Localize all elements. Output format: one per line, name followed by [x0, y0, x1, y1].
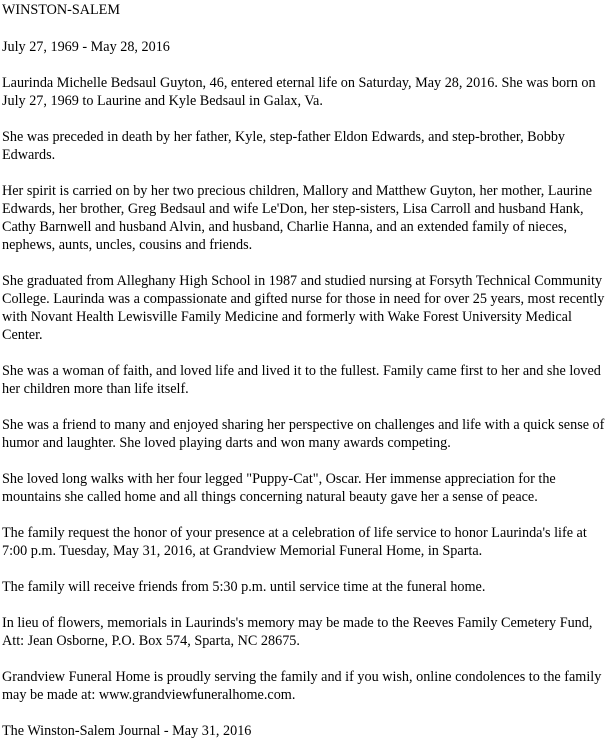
paragraph-education: She graduated from Alleghany High School in 1987 and studied nursing at Forsyth Technical Community College. Laurinda was a compassionate and gifted nurse for those in need for over 25 years, most recently with Novant Health Lewisville Family Medicine and formerly with Wake Forest University Medical Center. [2, 273, 605, 343]
paragraph-friend: She was a friend to many and enjoyed sharing her perspective on challenges and life with a quick sense of humor and laughter. She loved playing darts and won many awards competing. [2, 417, 605, 451]
paragraph-walks: She loved long walks with her four legged "Puppy-Cat", Oscar. Her immense appreciation for the mountains she called home and all things concerning natural beauty gave her a sense of peace. [2, 471, 556, 505]
paragraph-memorials: In lieu of flowers, memorials in Laurinds's memory may be made to the Reeves Family Cemetery Fund, Att: Jean Osborne, P.O. Box 574, Sparta, NC 28675. [2, 615, 593, 649]
paragraph-condolences: Grandview Funeral Home is proudly serving the family and if you wish, online condolences to the family may be made at: www.grandviewfuneralhome.com. [2, 669, 602, 703]
life-dates: July 27, 1969 - May 28, 2016 [2, 39, 170, 55]
paragraph-survivors: Her spirit is carried on by her two precious children, Mallory and Matthew Guyton, her mother, Laurine Edwards, her brother, Greg Bedsaul and wife Le'Don, her step-sisters, Lisa Carroll and husband Hank, Cathy Barnwell and husband Alvin, and husband, Charlie Hanna, and an extended family of nieces, nephews, aunts, uncles, cousins and friends. [2, 183, 593, 253]
paragraph-visitation: The family will receive friends from 5:30 p.m. until service time at the funeral home. [2, 579, 486, 595]
paragraph-intro: Laurinda Michelle Bedsaul Guyton, 46, entered eternal life on Saturday, May 28, 2016. She was born on July 27, 1969 to Laurine and Kyle Bedsaul in Galax, Va. [2, 75, 596, 109]
source-line: The Winston-Salem Journal - May 31, 2016 [2, 723, 252, 739]
paragraph-service: The family request the honor of your presence at a celebration of life service to honor Laurinda's life at 7:00 p.m. Tuesday, May 31, 2016, at Grandview Memorial Funeral Home, in Sparta. [2, 525, 587, 559]
paragraph-preceded: She was preceded in death by her father, Kyle, step-father Eldon Edwards, and step-brother, Bobby Edwards. [2, 129, 566, 163]
paragraph-faith: She was a woman of faith, and loved life and lived it to the fullest. Family came first to her and she loved her children more than life itself. [2, 363, 601, 397]
location-heading: WINSTON-SALEM [2, 2, 120, 18]
